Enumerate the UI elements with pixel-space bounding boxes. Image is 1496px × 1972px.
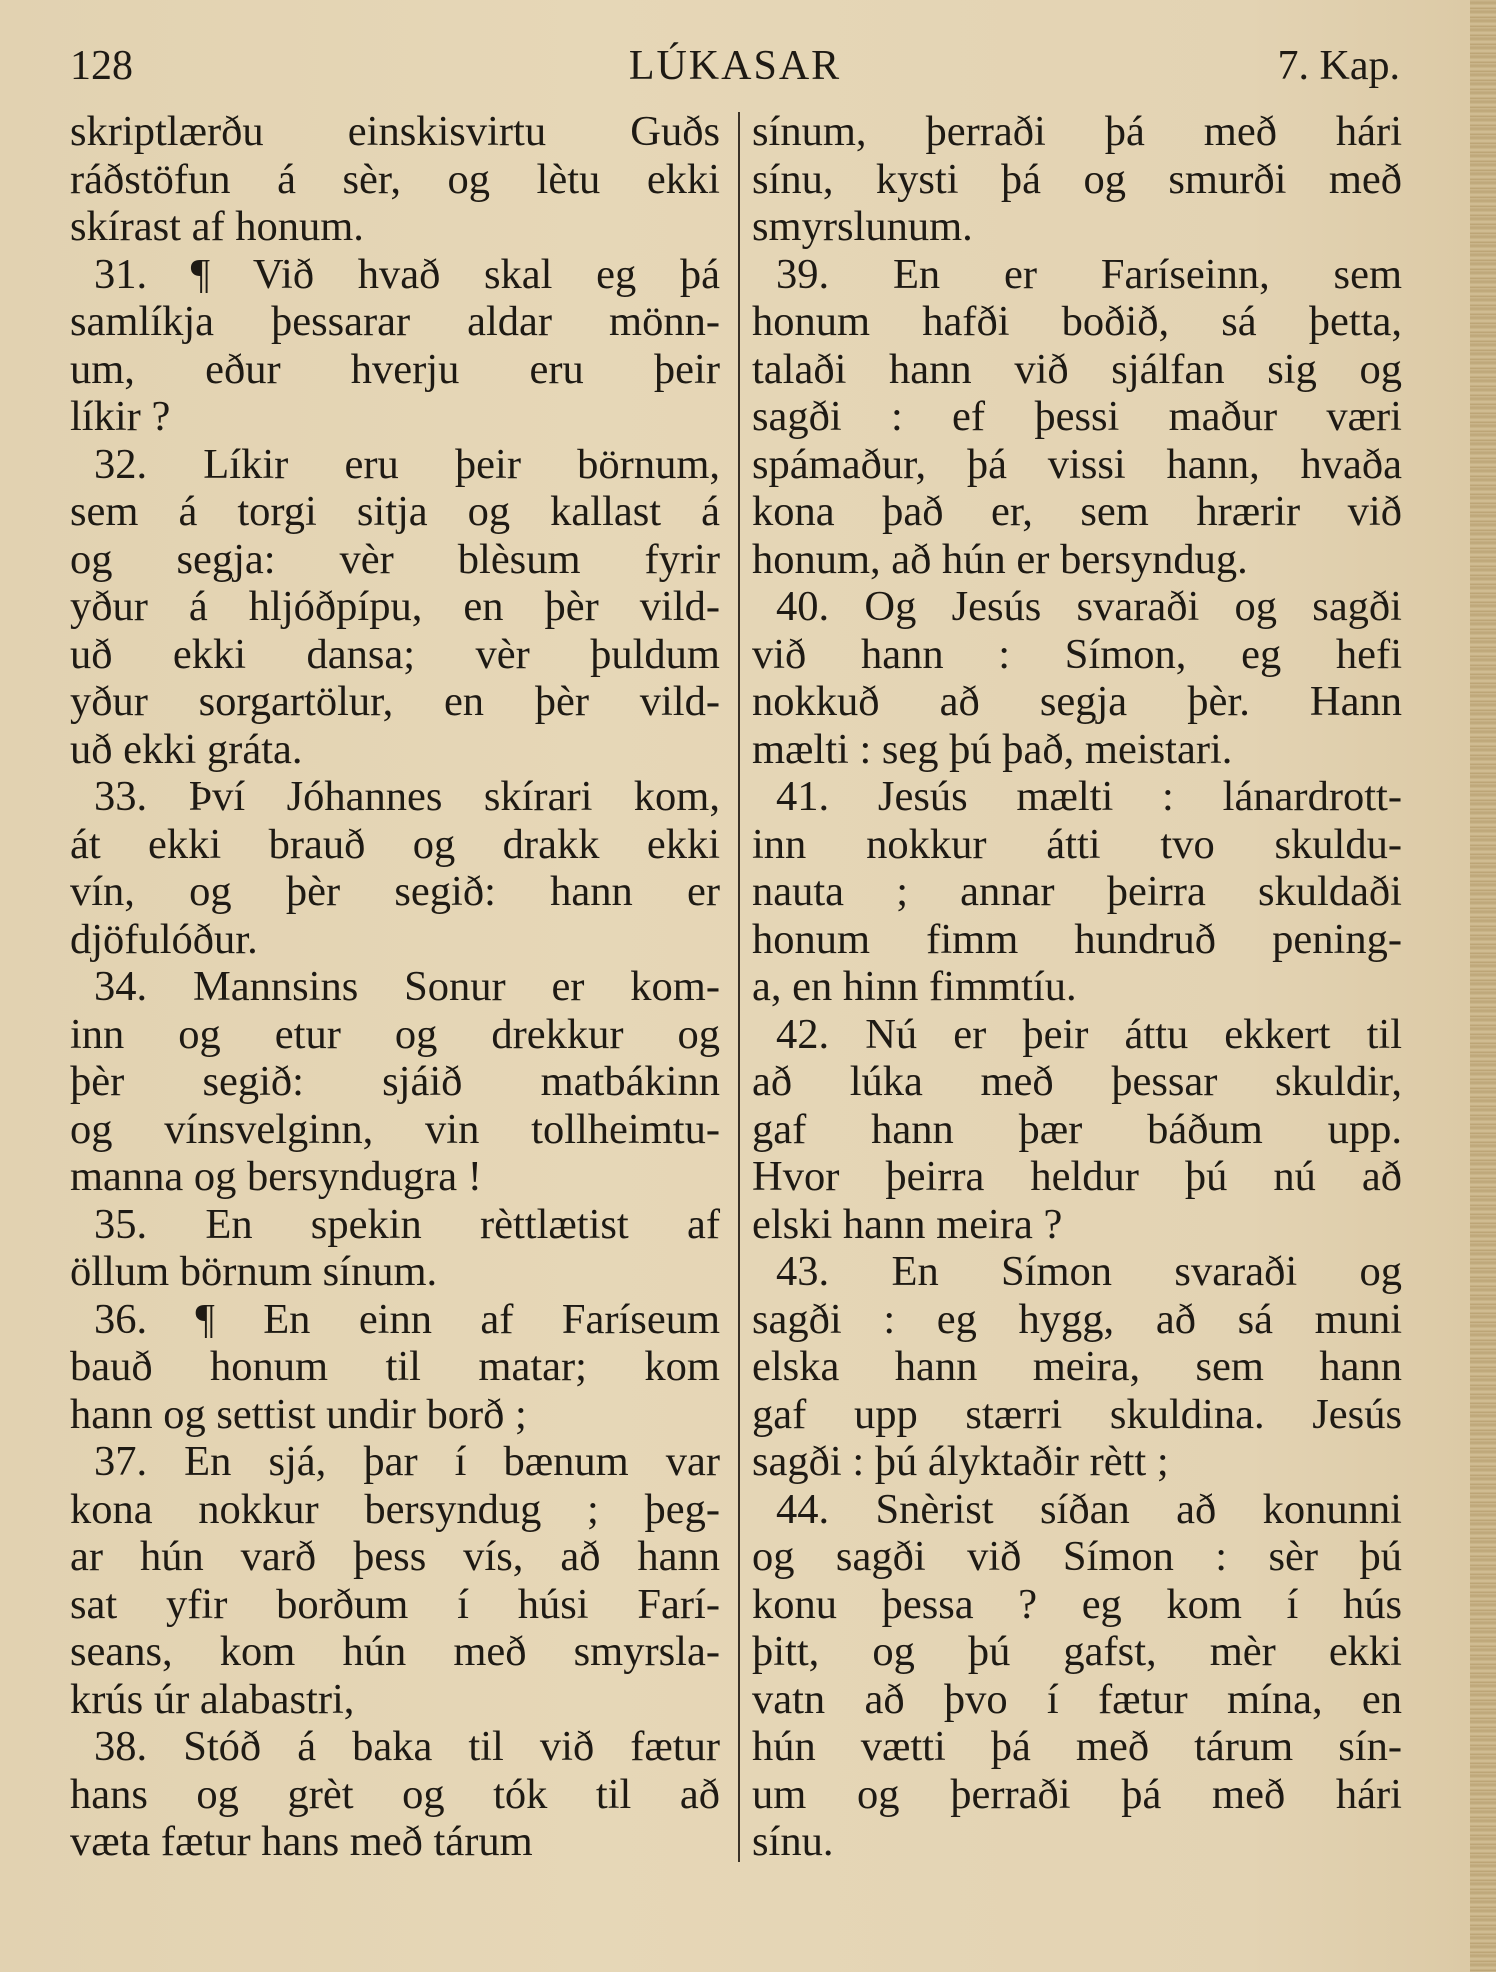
text-line: elski hann meira ? xyxy=(752,1200,1063,1248)
text-line: honum fimm hundruð pening- xyxy=(752,915,1402,963)
verse xyxy=(752,1248,1402,1486)
text-line: hann og settist undir borð ; xyxy=(70,1390,527,1438)
text-line: 42. Nú er þeir áttu ekkert til xyxy=(776,1010,1402,1058)
verse xyxy=(70,1438,720,1723)
text-line: hún vætti þá með tárum sín- xyxy=(752,1723,1402,1770)
text-line: sínu. xyxy=(752,1818,834,1865)
text-line: 35. En spekin rèttlætist af xyxy=(94,1200,720,1248)
verse xyxy=(70,251,720,441)
text-line: væta fætur hans með tárum xyxy=(70,1818,533,1865)
text-line: yður sorgartölur, en þèr vild- xyxy=(70,678,720,725)
running-title: LÚKASAR xyxy=(628,43,842,89)
page-edge xyxy=(1470,0,1496,1972)
text-line: honum hafði boðið, sá þetta, xyxy=(752,298,1402,345)
text-line: inn nokkur átti tvo skuldu- xyxy=(752,820,1402,868)
text-line: og sagði við Símon : sèr þú xyxy=(752,1533,1402,1580)
text-line: kona nokkur bersyndug ; þeg- xyxy=(70,1485,720,1533)
text-line: mælti : seg þú það, meistari. xyxy=(752,725,1233,773)
text-line: 31. ¶ Við hvað skal eg þá xyxy=(94,250,720,298)
chapter-label: 7. Kap. xyxy=(1277,43,1400,89)
text-line: 37. En sjá, þar í bænum var xyxy=(94,1438,720,1485)
text-line: 34. Mannsins Sonur er kom- xyxy=(94,963,720,1010)
text-line: spámaður, þá vissi hann, hvaða xyxy=(752,440,1402,488)
verse xyxy=(70,1296,720,1439)
text-line: ar hún varð þess vís, að hann xyxy=(70,1533,720,1580)
page-number: 128 xyxy=(70,43,133,89)
text-line: sínum, þerraði þá með hári xyxy=(752,108,1402,155)
text-line: 44. Snèrist síðan að konunni xyxy=(776,1485,1402,1533)
text-line: um og þerraði þá með hári xyxy=(752,1770,1402,1818)
text-line: át ekki brauð og drakk ekki xyxy=(70,820,720,868)
text-line: konu þessa ? eg kom í hús xyxy=(752,1580,1402,1628)
left-column xyxy=(70,108,720,1866)
text-line: sínu, kysti þá og smurði með xyxy=(752,155,1402,203)
text-line: yður á hljóðpípu, en þèr vild- xyxy=(70,583,720,630)
text-line: 39. En er Faríseinn, sem xyxy=(776,250,1402,298)
text-line: líkir ? xyxy=(70,393,171,440)
verse xyxy=(752,251,1402,584)
text-line: sem á torgi sitja og kallast á xyxy=(70,488,720,535)
text-line: sat yfir borðum í húsi Farí- xyxy=(70,1580,720,1628)
text-line: skriptlærðu einskisvirtu Guðs xyxy=(70,108,720,155)
verse xyxy=(752,773,1402,1011)
verse xyxy=(70,1723,720,1866)
text-line: 43. En Símon svaraði og xyxy=(776,1248,1402,1295)
text-line: djöfulóður. xyxy=(70,915,258,963)
text-line: honum, að hún er bersyndug. xyxy=(752,535,1248,583)
text-line: talaði hann við sjálfan sig og xyxy=(752,345,1402,393)
text-line: og vínsvelginn, vin tollheimtu- xyxy=(70,1105,720,1153)
text-line: uð ekki gráta. xyxy=(70,725,303,773)
text-line: að lúka með þessar skuldir, xyxy=(752,1058,1402,1105)
continued-passage xyxy=(752,108,1402,251)
text-line: uð ekki dansa; vèr þuldum xyxy=(70,630,720,678)
text-line: elska hann meira, sem hann xyxy=(752,1343,1402,1390)
text-line: gaf hann þær báðum upp. xyxy=(752,1105,1402,1153)
text-line: hans og grèt og tók til að xyxy=(70,1770,720,1818)
text-line: krús úr alabastri, xyxy=(70,1675,355,1723)
text-line: vatn að þvo í fætur mína, en xyxy=(752,1675,1402,1723)
text-line: og segja: vèr blèsum fyrir xyxy=(70,535,720,583)
text-line: a, en hinn fimmtíu. xyxy=(752,963,1077,1010)
text-line: 40. Og Jesús svaraði og sagði xyxy=(776,583,1402,630)
text-line: um, eður hverju eru þeir xyxy=(70,345,720,393)
text-line: sagði : eg hygg, að sá muni xyxy=(752,1295,1402,1343)
text-line: seans, kom hún með smyrsla- xyxy=(70,1628,720,1675)
text-line: þitt, og þú gafst, mèr ekki xyxy=(752,1628,1402,1675)
verse xyxy=(70,773,720,963)
text-line: þèr segið: sjáið matbákinn xyxy=(70,1058,720,1105)
text-line: skírast af honum. xyxy=(70,203,364,250)
verse xyxy=(70,441,720,774)
verse xyxy=(752,1486,1402,1866)
text-line: smyrslunum. xyxy=(752,203,973,250)
text-line: vín, og þèr segið: hann er xyxy=(70,868,720,915)
text-line: gaf upp stærri skuldina. Jesús xyxy=(752,1390,1402,1438)
verse xyxy=(70,963,720,1201)
text-line: 41. Jesús mælti : lánardrott- xyxy=(776,773,1402,820)
verse xyxy=(752,583,1402,773)
text-line: nauta ; annar þeirra skuldaði xyxy=(752,868,1402,915)
text-line: kona það er, sem hrærir við xyxy=(752,488,1402,535)
text-line: samlíkja þessarar aldar mönn- xyxy=(70,298,720,345)
text-line: nokkuð að segja þèr. Hann xyxy=(752,678,1402,725)
right-column xyxy=(752,108,1402,1866)
verse xyxy=(70,1201,720,1296)
text-line: 36. ¶ En einn af Faríseum xyxy=(94,1295,720,1343)
text-line: öllum börnum sínum. xyxy=(70,1248,438,1295)
text-line: við hann : Símon, eg hefi xyxy=(752,630,1402,678)
text-line: sagði : þú ályktaðir rètt ; xyxy=(752,1438,1169,1485)
text-line: bauð honum til matar; kom xyxy=(70,1343,720,1390)
text-line: manna og bersyndugra ! xyxy=(70,1153,482,1200)
text-line: ráðstöfun á sèr, og lètu ekki xyxy=(70,155,720,203)
verse xyxy=(752,1011,1402,1249)
text-line: 33. Því Jóhannes skírari kom, xyxy=(94,773,720,820)
column-divider xyxy=(738,112,740,1862)
text-line: 32. Líkir eru þeir börnum, xyxy=(94,440,720,488)
continued-passage xyxy=(70,108,720,251)
page-header xyxy=(70,42,1400,98)
text-line: inn og etur og drekkur og xyxy=(70,1010,720,1058)
text-line: Hvor þeirra heldur þú nú að xyxy=(752,1153,1402,1200)
text-line: sagði : ef þessi maður væri xyxy=(752,393,1402,440)
text-line: 38. Stóð á baka til við fætur xyxy=(94,1723,720,1770)
